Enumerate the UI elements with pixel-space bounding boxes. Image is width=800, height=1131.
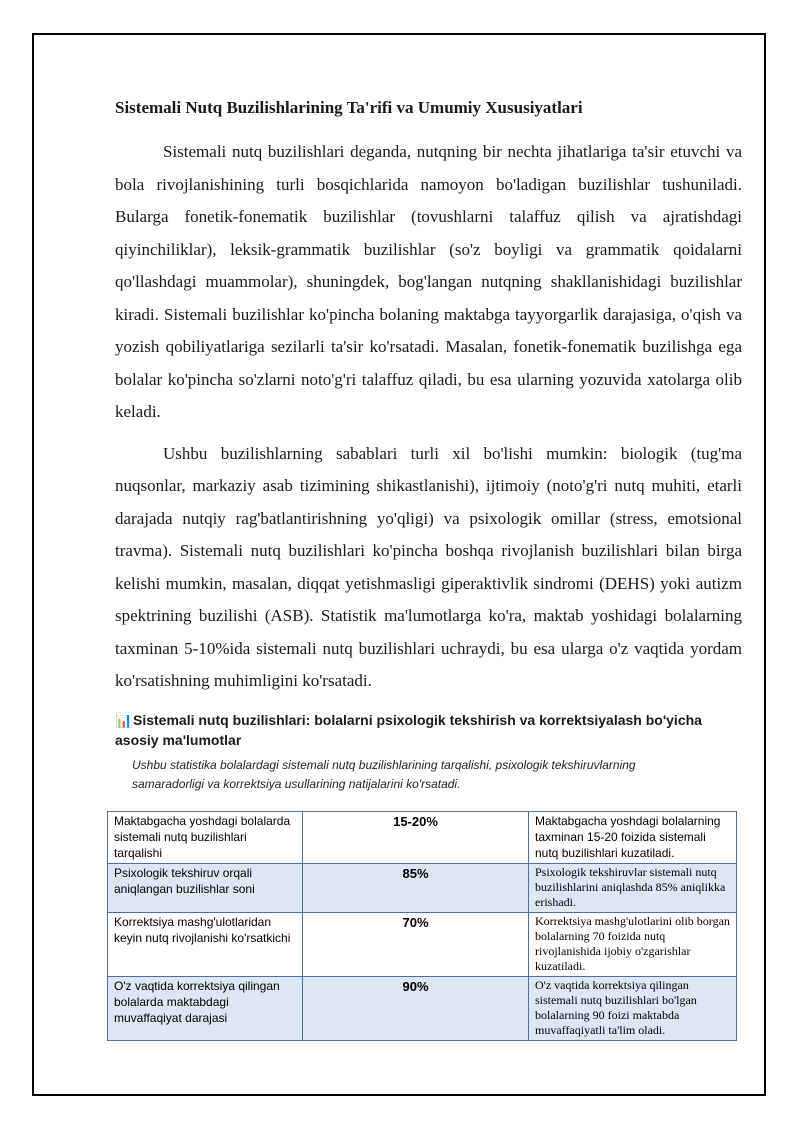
row-label: Maktabgacha yoshdagi bolalarda sistemali nutq buzilishlari tarqalishi (108, 812, 303, 864)
stats-title-text: Sistemali nutq buzilishlari: bolalarni psixologik tekshirish va korrektsiyalash bo'yicha asosiy ma'lumotlar (115, 711, 702, 748)
row-note: Korrektsiya mashg'ulotlarini olib borgan bolalarning 70 foizida nutq rivojlanishida ijobiy o'zgarishlar kuzatiladi. (529, 913, 737, 977)
paragraph-2: Ushbu buzilishlarning sabablari turli xil bo'lishi mumkin: biologik (tug'ma nuqsonlar, markaziy asab tizimining shikastlanishi), ijtimoiy (noto'g'ri nutq muhiti, etarli darajada nutqiy rag'batlantirishning yo'qligi) va psixologik omillar (stress, emotsional travma). Sistemali nutq buzilishlari ko'pincha boshqa rivojlanish buzilishlari bilan birga kelishi mumkin, masalan, diqqat yetishmasligi giperaktivlik sindromi (DEHS) yoki autizm spektrining buzilishi (ASB). Statistik ma'lumotlarga ko'ra, maktab yoshidagi bolalarning taxminan 5-10%ida sistemali nutq buzilishlari uchraydi, bu esa ularga o'z vaqtida yordam ko'rsatishning muhimligini ko'rsatadi. (115, 443, 742, 690)
stats-table (107, 811, 737, 1041)
stats-title (115, 710, 742, 750)
stats-description: Ushbu statistika bolalardagi sistemali nutq buzilishlarining tarqalishi, psixologik tekshiruvlarning samaradorligi va korrektsiya usullarining natijalarini ko'rsatadi. (132, 757, 636, 791)
row-value: 15-20% (303, 812, 529, 864)
row-label: Psixologik tekshiruv orqali aniqlangan buzilishlar soni (108, 864, 303, 913)
table-row (108, 913, 737, 977)
document-body (115, 96, 742, 798)
row-note: O'z vaqtida korrektsiya qilingan sistemali nutq buzilishlari bo'lgan bolalarning 90 foizi maktabda muvaffaqiyatli ta'lim oladi. (529, 977, 737, 1041)
document-heading: Sistemali Nutq Buzilishlarining Ta'rifi va Umumiy Xususiyatlari (115, 98, 583, 117)
row-note: Psixologik tekshiruvlar sistemali nutq buzilishlarini aniqlashda 85% aniqlikka erishadi. (529, 864, 737, 913)
bar-chart-icon: 📊 (115, 711, 133, 728)
row-value: 70% (303, 913, 529, 977)
row-value: 90% (303, 977, 529, 1041)
row-label: O'z vaqtida korrektsiya qilingan bolalarda maktabdagi muvaffaqiyat darajasi (108, 977, 303, 1041)
table-row (108, 977, 737, 1041)
row-note: Maktabgacha yoshdagi bolalarning taxminan 15-20 foizida sistemali nutq buzilishlari kuzatiladi. (529, 812, 737, 864)
row-label: Korrektsiya mashg'ulotlaridan keyin nutq rivojlanishi ko'rsatkichi (108, 913, 303, 977)
table-row (108, 812, 737, 864)
paragraph-1: Sistemali nutq buzilishlari deganda, nutqning bir nechta jihatlariga ta'sir etuvchi va bola rivojlanishining turli bosqichlarida namoyon bo'ladigan buzilishlar tushuniladi. Bularga fonetik-fonematik buzilishlar (tovushlarni talaffuz qilish va ajratishdagi qiyinchiliklar), leksik-grammatik buzilishlar (so'z boyligi va grammatik qoidalarni qo'llashdagi muammolar), shuningdek, bog'langan nutqning shakllanishidagi buzilishlar kiradi. Sistemali buzilishlar ko'pincha bolaning maktabga tayyorgarlik darajasiga, o'qish va yozish qobiliyatlariga sezilarli ta'sir ko'rsatadi. Masalan, fonetik-fonematik buzilishga ega bolalar ko'pincha so'zlarni noto'g'ri talaffuz qiladi, bu esa ularning yozuvida xatolarga olib keladi. (115, 142, 742, 421)
row-value: 85% (303, 864, 529, 913)
table-row (108, 864, 737, 913)
